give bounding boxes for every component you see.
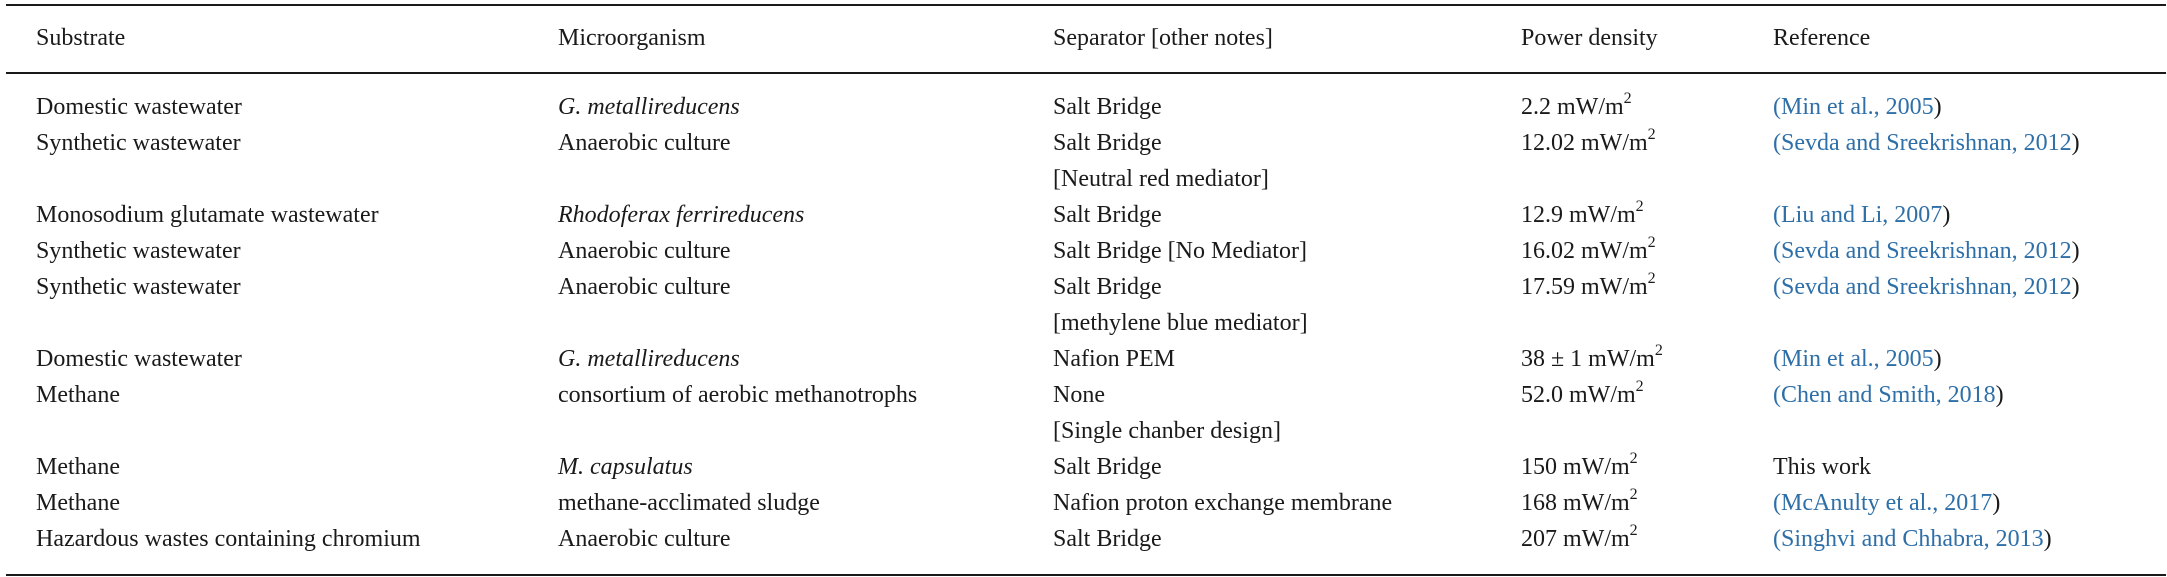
power-value: 38 ± 1 mW/m [1521, 346, 1655, 372]
cell-microorganism: Anaerobic culture [558, 526, 731, 552]
table-bottom-rule [6, 574, 2166, 576]
power-value: 16.02 mW/m [1521, 238, 1648, 264]
power-exponent: 2 [1635, 378, 1644, 395]
power-exponent: 2 [1629, 450, 1638, 467]
cell-separator-note: [methylene blue mediator] [1053, 310, 1308, 336]
paren-close: ) [2071, 274, 2080, 300]
cell-reference [1773, 489, 2000, 517]
cell-power-density [1521, 234, 1656, 265]
cell-microorganism: methane-acclimated sludge [558, 490, 820, 516]
header-microorganism: Microorganism [558, 25, 706, 51]
cell-separator: Nafion proton exchange membrane [1053, 490, 1393, 516]
table-top-rule [6, 4, 2166, 6]
power-exponent: 2 [1647, 126, 1656, 143]
cell-power-density [1521, 486, 1638, 517]
reference-link[interactable]: Min et al., 2005 [1781, 94, 1934, 120]
cell-power-density [1521, 90, 1632, 121]
paren-open: ( [1773, 130, 1781, 156]
cell-reference [1773, 201, 1950, 229]
reference-link[interactable]: Liu and Li, 2007 [1781, 202, 1943, 228]
cell-reference [1773, 273, 2080, 301]
cell-microorganism: G. metallireducens [558, 346, 740, 372]
cell-power-density [1521, 198, 1644, 229]
cell-microorganism: M. capsulatus [558, 454, 693, 480]
paren-open: ( [1773, 382, 1781, 408]
paren-open: ( [1773, 94, 1781, 120]
power-exponent: 2 [1629, 522, 1638, 539]
cell-microorganism: Anaerobic culture [558, 238, 731, 264]
cell-substrate: Synthetic wastewater [36, 274, 241, 300]
power-value: 207 mW/m [1521, 526, 1630, 552]
power-value: 150 mW/m [1521, 454, 1630, 480]
table-header-rule [6, 72, 2166, 74]
cell-microorganism: Anaerobic culture [558, 130, 731, 156]
cell-power-density [1521, 522, 1638, 553]
reference-link[interactable]: Singhvi and Chhabra, 2013 [1781, 526, 2044, 552]
paren-close: ) [2071, 130, 2080, 156]
paren-open: ( [1773, 238, 1781, 264]
cell-reference [1773, 237, 2080, 265]
cell-microorganism: Rhodoferax ferrireducens [558, 202, 805, 228]
cell-substrate: Methane [36, 490, 120, 516]
power-value: 12.9 mW/m [1521, 202, 1636, 228]
paren-open: ( [1773, 346, 1781, 372]
cell-separator-note: [Single chanber design] [1053, 418, 1281, 444]
cell-substrate: Synthetic wastewater [36, 238, 241, 264]
cell-power-density [1521, 378, 1644, 409]
paren-close: ) [1933, 346, 1942, 372]
power-exponent: 2 [1629, 486, 1638, 503]
cell-separator: Salt Bridge [1053, 454, 1162, 480]
cell-separator-note: [Neutral red mediator] [1053, 166, 1269, 192]
header-power-density: Power density [1521, 25, 1658, 51]
power-value: 2.2 mW/m [1521, 94, 1624, 120]
paren-close: ) [1942, 202, 1951, 228]
paren-open: ( [1773, 526, 1781, 552]
reference-link[interactable]: Chen and Smith, 2018 [1781, 382, 1996, 408]
cell-substrate: Monosodium glutamate wastewater [36, 202, 379, 228]
cell-separator: Salt Bridge [1053, 274, 1162, 300]
power-value: 12.02 mW/m [1521, 130, 1648, 156]
reference-text: This work [1773, 454, 1871, 480]
cell-substrate: Methane [36, 382, 120, 408]
cell-reference [1773, 453, 1871, 481]
cell-microorganism: consortium of aerobic methanotrophs [558, 382, 918, 408]
reference-link[interactable]: Sevda and Sreekrishnan, 2012 [1781, 130, 2072, 156]
power-exponent: 2 [1654, 342, 1663, 359]
power-exponent: 2 [1635, 198, 1644, 215]
power-value: 52.0 mW/m [1521, 382, 1636, 408]
cell-reference [1773, 525, 2052, 553]
cell-power-density [1521, 342, 1663, 373]
cell-separator: Nafion PEM [1053, 346, 1175, 372]
cell-power-density [1521, 270, 1656, 301]
cell-substrate: Methane [36, 454, 120, 480]
cell-separator: Salt Bridge [No Mediator] [1053, 238, 1307, 264]
reference-link[interactable]: Sevda and Sreekrishnan, 2012 [1781, 274, 2072, 300]
cell-microorganism: Anaerobic culture [558, 274, 731, 300]
reference-link[interactable]: Sevda and Sreekrishnan, 2012 [1781, 238, 2072, 264]
cell-reference [1773, 129, 2080, 157]
paren-close: ) [2071, 238, 2080, 264]
power-value: 17.59 mW/m [1521, 274, 1648, 300]
cell-substrate: Synthetic wastewater [36, 130, 241, 156]
cell-substrate: Domestic wastewater [36, 346, 242, 372]
cell-separator: Salt Bridge [1053, 526, 1162, 552]
paren-open: ( [1773, 490, 1781, 516]
reference-link[interactable]: Min et al., 2005 [1781, 346, 1934, 372]
cell-power-density [1521, 450, 1638, 481]
paren-close: ) [1933, 94, 1942, 120]
cell-reference [1773, 381, 2004, 409]
cell-separator: Salt Bridge [1053, 94, 1162, 120]
power-exponent: 2 [1623, 90, 1632, 107]
cell-reference [1773, 345, 1942, 373]
cell-substrate: Domestic wastewater [36, 94, 242, 120]
header-substrate: Substrate [36, 25, 126, 51]
cell-separator: Salt Bridge [1053, 202, 1162, 228]
paren-close: ) [1995, 382, 2004, 408]
header-separator: Separator [other notes] [1053, 25, 1273, 51]
cell-reference [1773, 93, 1942, 121]
paren-close: ) [2043, 526, 2052, 552]
reference-link[interactable]: McAnulty et al., 2017 [1781, 490, 1993, 516]
cell-microorganism: G. metallireducens [558, 94, 740, 120]
cell-separator: Salt Bridge [1053, 130, 1162, 156]
cell-separator: None [1053, 382, 1105, 408]
power-exponent: 2 [1647, 234, 1656, 251]
power-value: 168 mW/m [1521, 490, 1630, 516]
paren-close: ) [1992, 490, 2001, 516]
cell-substrate: Hazardous wastes containing chromium [36, 526, 421, 552]
header-reference: Reference [1773, 25, 1871, 51]
paren-open: ( [1773, 202, 1781, 228]
power-exponent: 2 [1647, 270, 1656, 287]
cell-power-density [1521, 126, 1656, 157]
paren-open: ( [1773, 274, 1781, 300]
